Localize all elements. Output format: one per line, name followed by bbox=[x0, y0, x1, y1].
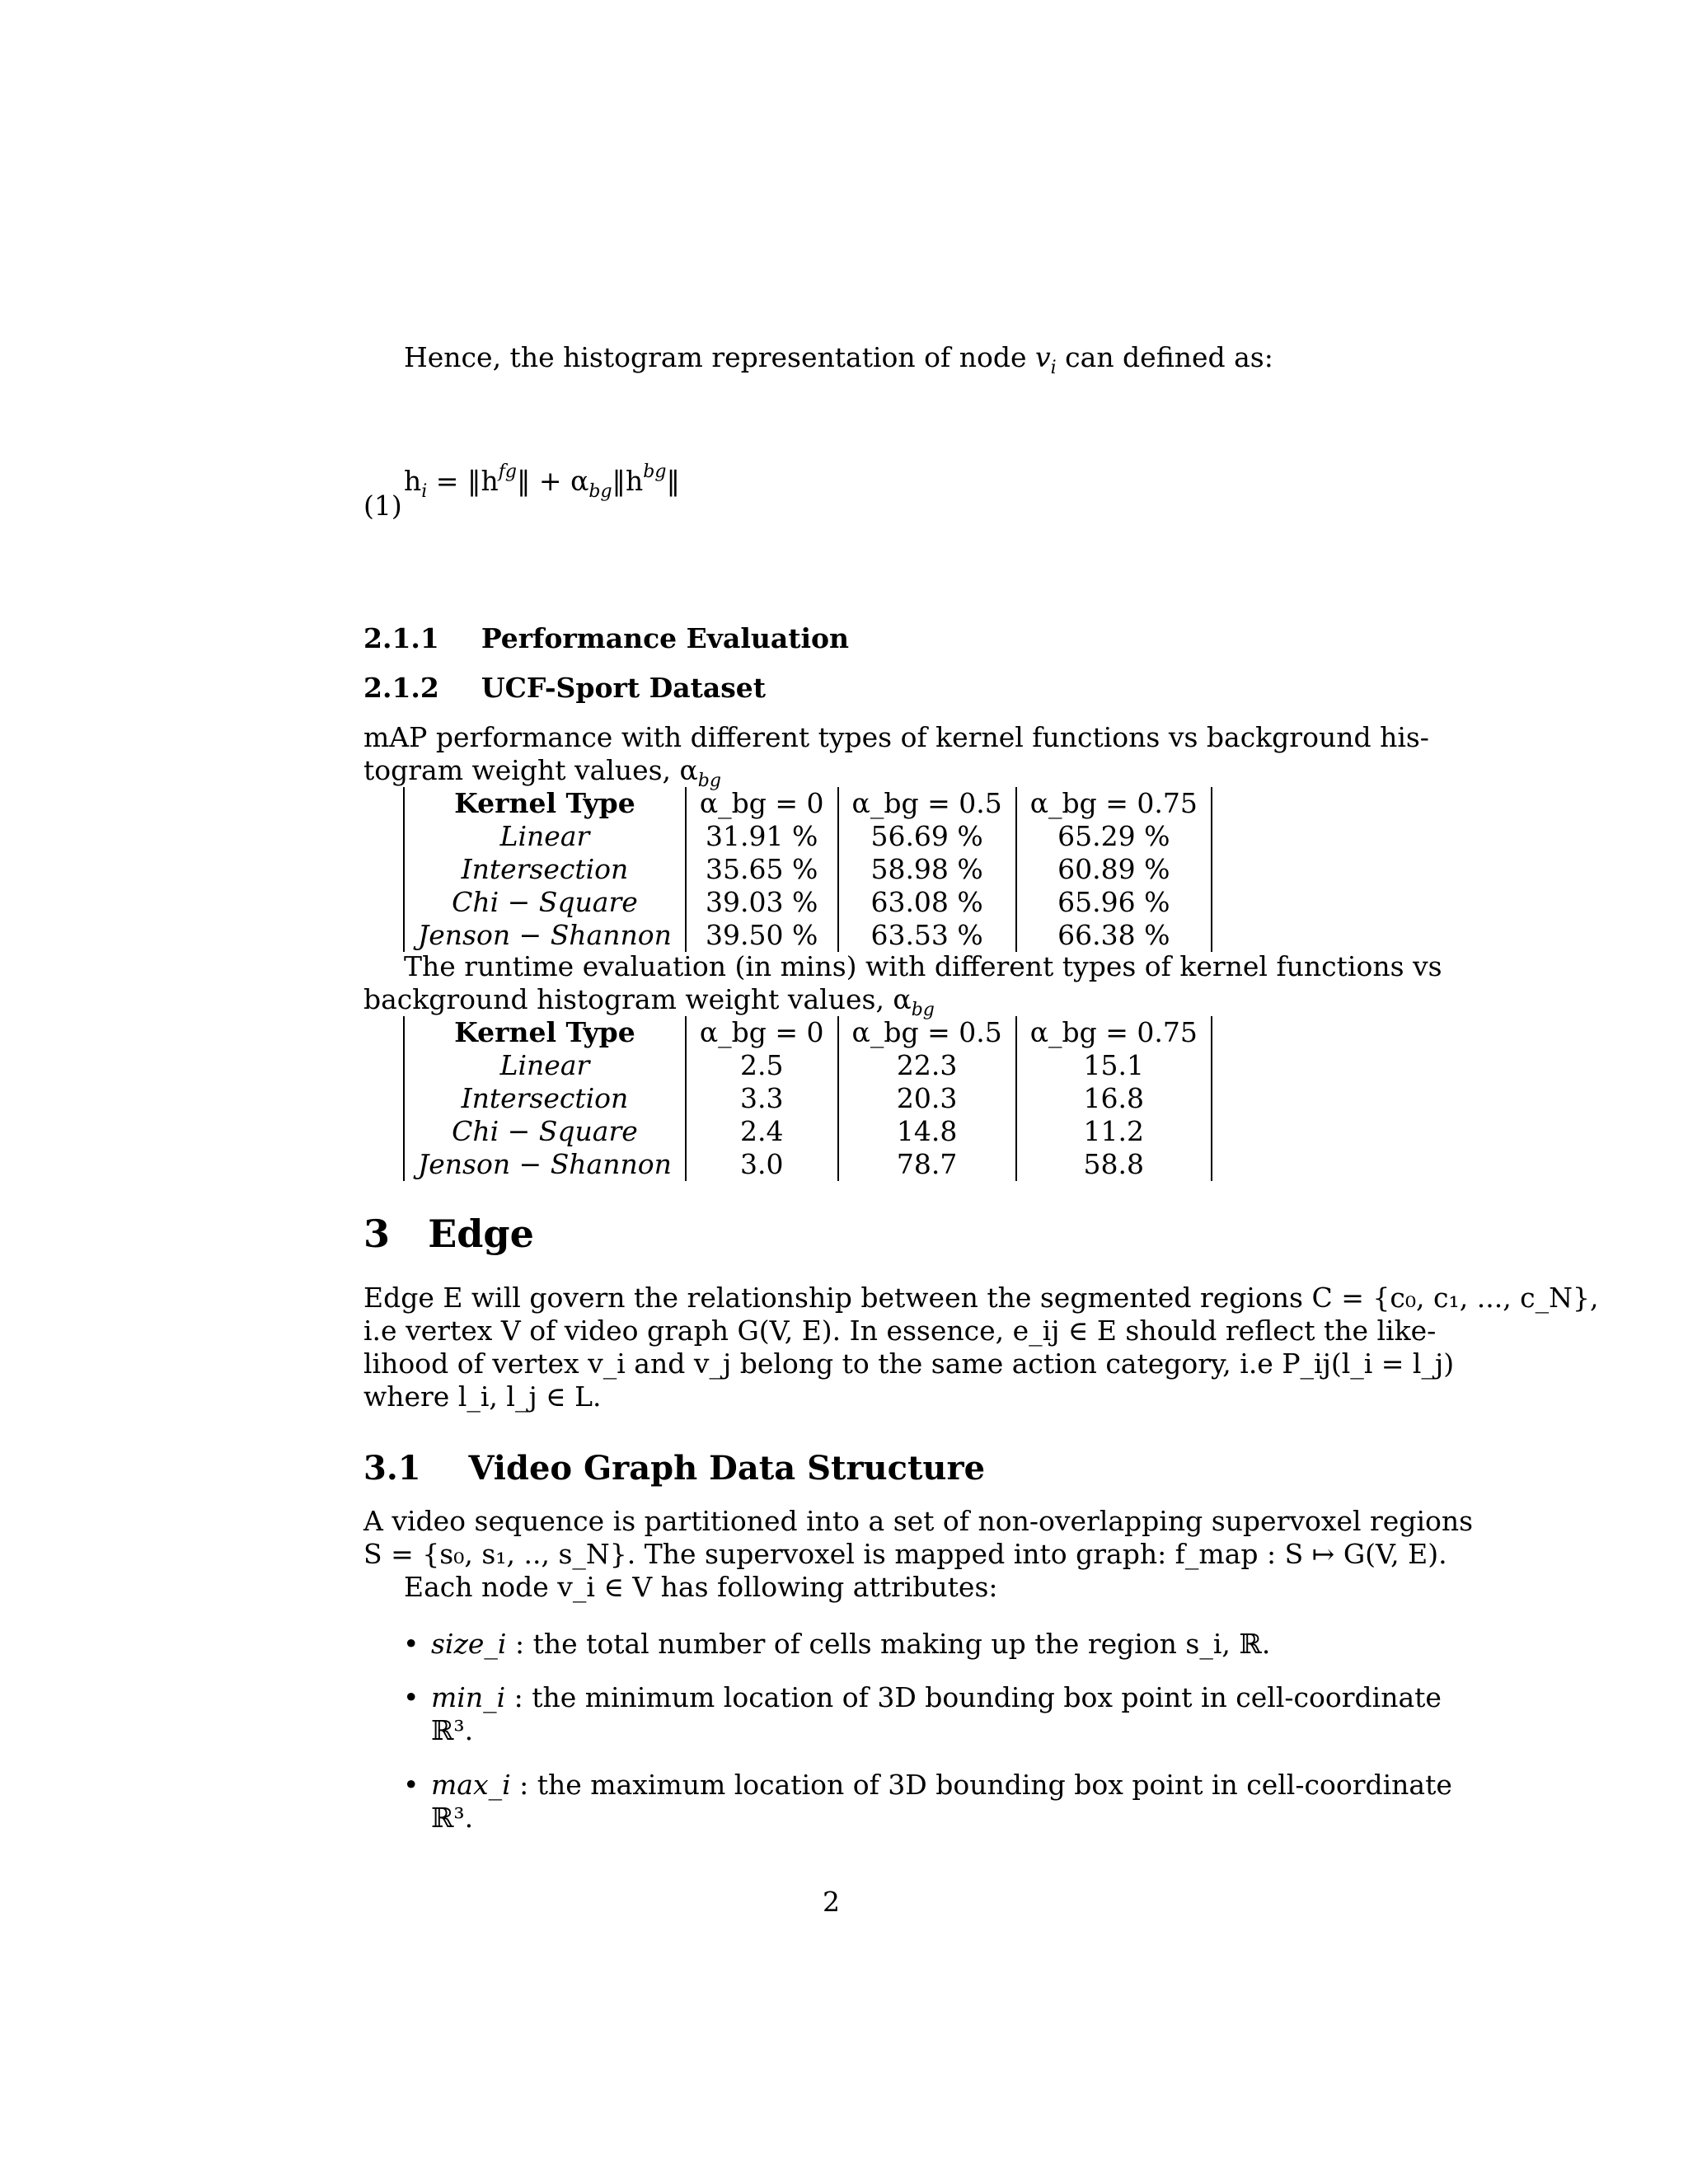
table-map-performance bbox=[403, 787, 1212, 952]
value-cell: 65.96 % bbox=[1016, 886, 1212, 919]
value-cell: 58.8 bbox=[1016, 1148, 1212, 1181]
table-row bbox=[404, 1049, 1212, 1082]
eq-mid: ‖ + α bbox=[516, 465, 589, 497]
section-3-1-heading bbox=[363, 1449, 985, 1488]
attribute-term: max_i bbox=[431, 1769, 511, 1801]
table-runtime bbox=[403, 1016, 1212, 1181]
value-cell: 31.91 % bbox=[686, 820, 838, 853]
attribute-description: : the total number of cells making up the region s_i, ℝ. bbox=[506, 1628, 1271, 1660]
subsection-number: 2.1.2 bbox=[363, 672, 439, 704]
kernel-name-cell: Jenson − Shannon bbox=[404, 919, 686, 952]
table-header-cell: Kernel Type bbox=[404, 1016, 686, 1049]
attribute-item bbox=[403, 1769, 1452, 1835]
table-header-cell: α_bg = 0.75 bbox=[1016, 787, 1212, 820]
section-number: 3 bbox=[363, 1212, 391, 1256]
caption-sub: bg bbox=[911, 1000, 935, 1020]
eq-mid2: ‖h bbox=[612, 465, 644, 497]
value-cell: 39.03 % bbox=[686, 886, 838, 919]
section-title: Video Graph Data Structure bbox=[468, 1449, 986, 1488]
table-header-row bbox=[404, 787, 1212, 820]
paragraph-line: where l_i, l_j ∈ L. bbox=[363, 1380, 602, 1413]
value-cell: 60.89 % bbox=[1016, 853, 1212, 886]
paragraph-line: A video sequence is partitioned into a set of non-overlapping supervoxel regions bbox=[363, 1505, 1474, 1537]
value-cell: 58.98 % bbox=[838, 853, 1016, 886]
subsection-number: 2.1.1 bbox=[363, 622, 439, 654]
value-cell: 2.5 bbox=[686, 1049, 838, 1082]
eq-body: = ‖h bbox=[427, 465, 499, 497]
page-number: 2 bbox=[823, 1886, 840, 1918]
table-header-cell: α_bg = 0.5 bbox=[838, 1016, 1016, 1049]
bullet-icon: • bbox=[403, 1681, 420, 1713]
paragraph-line: lihood of vertex v_i and v_j belong to the same action category, i.e P_ij(l_i = l_j) bbox=[363, 1347, 1455, 1380]
value-cell: 14.8 bbox=[838, 1115, 1016, 1148]
kernel-name-cell: Chi − Square bbox=[404, 886, 686, 919]
bullet-icon: • bbox=[403, 1769, 420, 1801]
equation-1 bbox=[404, 456, 680, 509]
section-3-1-paragraph bbox=[363, 1505, 1473, 1604]
paragraph-line: S = {s₀, s₁, .., s_N}. The supervoxel is mapped into graph: f_map : S ↦ G(V, E). bbox=[363, 1538, 1447, 1570]
intro-text-end: can defined as: bbox=[1056, 341, 1273, 373]
table-header-row bbox=[404, 1016, 1212, 1049]
table-row bbox=[404, 853, 1212, 886]
kernel-name-cell: Chi − Square bbox=[404, 1115, 686, 1148]
paragraph-line: i.e vertex V of video graph G(V, E). In essence, e_ij ∈ E should reflect the like- bbox=[363, 1315, 1437, 1347]
paragraph-line: Edge E will govern the relationship between the segmented regions C = {c₀, c₁, ..., c_N}, bbox=[363, 1282, 1599, 1314]
value-cell: 3.3 bbox=[686, 1082, 838, 1115]
table-header-cell: α_bg = 0.75 bbox=[1016, 1016, 1212, 1049]
eq-h: h bbox=[404, 465, 422, 497]
kernel-name-cell: Intersection bbox=[404, 853, 686, 886]
value-cell: 65.29 % bbox=[1016, 820, 1212, 853]
attribute-description: : the minimum location of 3D bounding box point in cell-coordinate bbox=[505, 1681, 1442, 1713]
attribute-term: size_i bbox=[431, 1628, 507, 1660]
paragraph-line: Each node v_i ∈ V has following attributes: bbox=[404, 1571, 998, 1603]
value-cell: 11.2 bbox=[1016, 1115, 1212, 1148]
value-cell: 16.8 bbox=[1016, 1082, 1212, 1115]
eq-sub-i: i bbox=[421, 481, 428, 502]
attribute-term: min_i bbox=[431, 1681, 506, 1713]
table-row bbox=[404, 919, 1212, 952]
value-cell: 63.53 % bbox=[838, 919, 1016, 952]
subsection-title: UCF-Sport Dataset bbox=[481, 672, 767, 704]
value-cell: 15.1 bbox=[1016, 1049, 1212, 1082]
table1-caption-line1: mAP performance with different types of kernel functions vs background his- bbox=[363, 721, 1429, 753]
kernel-name-cell: Linear bbox=[404, 1049, 686, 1082]
table-row bbox=[404, 1082, 1212, 1115]
attribute-description: : the maximum location of 3D bounding box point in cell-coordinate bbox=[510, 1769, 1452, 1801]
subsection-title: Performance Evaluation bbox=[481, 622, 850, 654]
table2-caption-line1: The runtime evaluation (in mins) with different types of kernel functions vs bbox=[404, 950, 1442, 982]
attribute-continuation: ℝ³. bbox=[431, 1802, 474, 1834]
intro-sentence bbox=[404, 341, 1273, 385]
table-header-cell: α_bg = 0.5 bbox=[838, 787, 1016, 820]
node-var-sub: i bbox=[1050, 358, 1057, 378]
subsection-2-1-2 bbox=[363, 672, 766, 704]
eq-sub-bg: bg bbox=[588, 481, 612, 502]
value-cell: 66.38 % bbox=[1016, 919, 1212, 952]
eq-sup-fg: fg bbox=[498, 462, 517, 482]
kernel-name-cell: Jenson − Shannon bbox=[404, 1148, 686, 1181]
value-cell: 78.7 bbox=[838, 1148, 1016, 1181]
attribute-continuation: ℝ³. bbox=[431, 1714, 474, 1746]
value-cell: 56.69 % bbox=[838, 820, 1016, 853]
caption-text: background histogram weight values, α bbox=[363, 983, 912, 1015]
bullet-icon: • bbox=[403, 1628, 420, 1660]
section-number: 3.1 bbox=[363, 1449, 421, 1488]
eq-end: ‖ bbox=[666, 465, 680, 497]
value-cell: 39.50 % bbox=[686, 919, 838, 952]
caption-sub: bg bbox=[697, 771, 721, 791]
kernel-name-cell: Intersection bbox=[404, 1082, 686, 1115]
value-cell: 22.3 bbox=[838, 1049, 1016, 1082]
subsection-2-1-1 bbox=[363, 622, 849, 654]
eq-sup-bg: bg bbox=[643, 462, 667, 482]
intro-text: Hence, the histogram representation of node bbox=[404, 341, 1035, 373]
section-title: Edge bbox=[428, 1212, 534, 1256]
table-row bbox=[404, 886, 1212, 919]
table-header-cell: α_bg = 0 bbox=[686, 787, 838, 820]
table-row bbox=[404, 1148, 1212, 1181]
value-cell: 63.08 % bbox=[838, 886, 1016, 919]
table-header-cell: α_bg = 0 bbox=[686, 1016, 838, 1049]
equation-label: (1) bbox=[363, 490, 402, 522]
value-cell: 20.3 bbox=[838, 1082, 1016, 1115]
attribute-item bbox=[403, 1681, 1442, 1747]
table-header-cell: Kernel Type bbox=[404, 787, 686, 820]
attribute-item bbox=[403, 1628, 1271, 1661]
section-3-heading bbox=[363, 1212, 534, 1256]
table-row bbox=[404, 1115, 1212, 1148]
caption-text: togram weight values, α bbox=[363, 754, 698, 786]
value-cell: 3.0 bbox=[686, 1148, 838, 1181]
section-3-paragraph bbox=[363, 1282, 1599, 1413]
value-cell: 2.4 bbox=[686, 1115, 838, 1148]
kernel-name-cell: Linear bbox=[404, 820, 686, 853]
node-var: v bbox=[1034, 341, 1051, 373]
table-row bbox=[404, 820, 1212, 853]
value-cell: 35.65 % bbox=[686, 853, 838, 886]
